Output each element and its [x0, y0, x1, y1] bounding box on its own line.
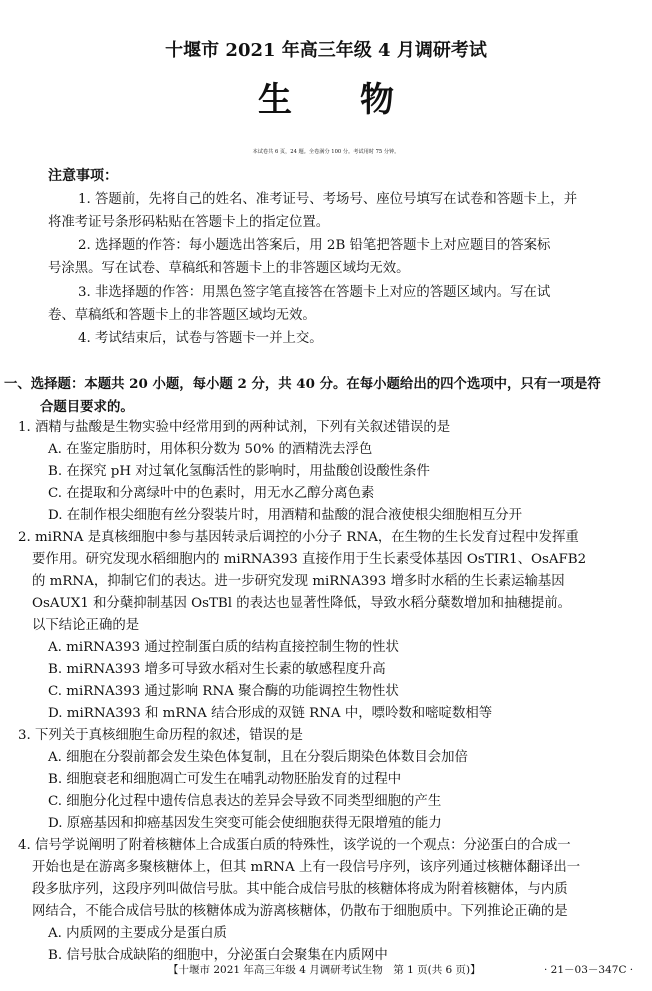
notice-line: 卷、草稿纸和答题卡上的非答题区域均无效。 [48, 308, 316, 323]
question-1-option-d: D. 在制作根尖细胞有丝分裂装片时，用酒精和盐酸的混合液使根尖细胞相互分开 [48, 508, 523, 523]
question-1-option-b: B. 在探究 pH 对过氧化氢酶活性的影响时，用盐酸创设酸性条件 [48, 464, 430, 479]
question-3-option-b: B. 细胞衰老和细胞凋亡可发生在哺乳动物胚胎发育的过程中 [48, 772, 402, 787]
question-3-option-a: A. 细胞在分裂前都会发生染色体复制，且在分裂后期染色体数目会加倍 [48, 750, 468, 765]
question-2-stem: 的 mRNA，抑制它们的表达。进一步研究发现 miRNA393 增多时水稻的生长素运输基因 [32, 574, 565, 589]
notice-line: 1. 答题前，先将自己的姓名、准考证号、考场号、座位号填写在试卷和答题卡上，并 [78, 192, 578, 207]
exam-intro: 本试卷共 6 页，24 题。全卷满分 100 分。考试用时 75 分钟。 [252, 149, 400, 155]
question-4-option-b: B. 信号肽合成缺陷的细胞中，分泌蛋白会聚集在内质网中 [48, 948, 388, 963]
question-1-option-c: C. 在提取和分离绿叶中的色素时，用无水乙醇分离色素 [48, 486, 375, 501]
question-4-stem: 段多肽序列，这段序列叫做信号肽。其中能合成信号肽的核糖体将成为附着核糖体，与内质 [32, 882, 568, 897]
notice-line: 2. 选择题的作答：每小题选出答案后，用 2B 铅笔把答题卡上对应题目的答案标 [78, 238, 551, 253]
question-4-option-a: A. 内质网的主要成分是蛋白质 [48, 926, 227, 941]
question-2-stem: 以下结论正确的是 [32, 618, 140, 633]
question-2-stem: 要作用。研究发现水稻细胞内的 miRNA393 直接作用于生长素受体基因 OsTIR1、OsAFB2 [32, 552, 587, 567]
notice-line: 3. 非选择题的作答：用黑色签字笔直接答在答题卡上对应的答题区域内。写在试 [78, 285, 551, 300]
question-2-option-d: D. miRNA393 和 mRNA 结合形成的双链 RNA 中，嘌呤数和嘧啶数相等 [48, 706, 493, 721]
question-3-option-d: D. 原癌基因和抑癌基因发生突变可能会使细胞获得无限增殖的能力 [48, 816, 442, 831]
question-1-option-a: A. 在鉴定脂肪时，用体积分数为 50% 的酒精洗去浮色 [48, 442, 373, 457]
footer-code: · 21－03－347C · [544, 964, 634, 976]
subject-char: 物 [360, 80, 394, 120]
subject-char: 生 [258, 80, 292, 120]
question-3-stem: 3. 下列关于真核细胞生命历程的叙述，错误的是 [18, 728, 303, 743]
question-4-stem: 网结合，不能合成信号肽的核糖体成为游离核糖体，仍散布于细胞质中。下列推论正确的是 [32, 904, 568, 919]
exam-title: 十堰市 2021 年高三年级 4 月调研考试 [165, 40, 487, 61]
notice-line: 将准考证号条形码粘贴在答题卡上的指定位置。 [48, 215, 330, 230]
question-2-stem: 2. miRNA 是真核细胞中参与基因转录后调控的小分子 RNA，在生物的生长发育过程中发挥重 [18, 530, 579, 545]
footer-page-info: 【十堰市 2021 年高三年级 4 月调研考试生物 第 1 页(共 6 页)】 [168, 964, 481, 976]
question-1-stem: 1. 酒精与盐酸是生物实验中经常用到的两种试剂，下列有关叙述错误的是 [18, 420, 451, 435]
question-2-option-b: B. miRNA393 增多可导致水稻对生长素的敏感程度升高 [48, 662, 386, 677]
section-heading: 一、选择题：本题共 20 小题，每小题 2 分，共 40 分。在每小题给出的四个选项中，只有一项是符 [4, 376, 601, 392]
subject-title [0, 72, 652, 121]
section-heading: 合题目要求的。 [40, 399, 134, 415]
question-4-stem: 4. 信号学说阐明了附着核糖体上合成蛋白质的特殊性，该学说的一个观点：分泌蛋白的合成一 [18, 838, 571, 853]
question-2-option-a: A. miRNA393 通过控制蛋白质的结构直接控制生物的性状 [48, 640, 399, 655]
question-2-stem: OsAUX1 和分蘖抑制基因 OsTBl 的表达也显著性降低，导致水稻分蘖数增加和抽穗提前。 [32, 596, 572, 611]
notice-heading: 注意事项： [48, 168, 118, 184]
question-2-option-c: C. miRNA393 通过影响 RNA 聚合酶的功能调控生物性状 [48, 684, 399, 699]
question-4-stem: 开始也是在游离多聚核糖体上，但其 mRNA 上有一段信号序列，该序列通过核糖体翻译出一 [32, 860, 581, 875]
notice-line: 号涂黑。写在试卷、草稿纸和答题卡上的非答题区域均无效。 [48, 261, 410, 276]
question-3-option-c: C. 细胞分化过程中遗传信息表达的差异会导致不同类型细胞的产生 [48, 794, 442, 809]
notice-line: 4. 考试结束后，试卷与答题卡一并上交。 [78, 331, 323, 346]
